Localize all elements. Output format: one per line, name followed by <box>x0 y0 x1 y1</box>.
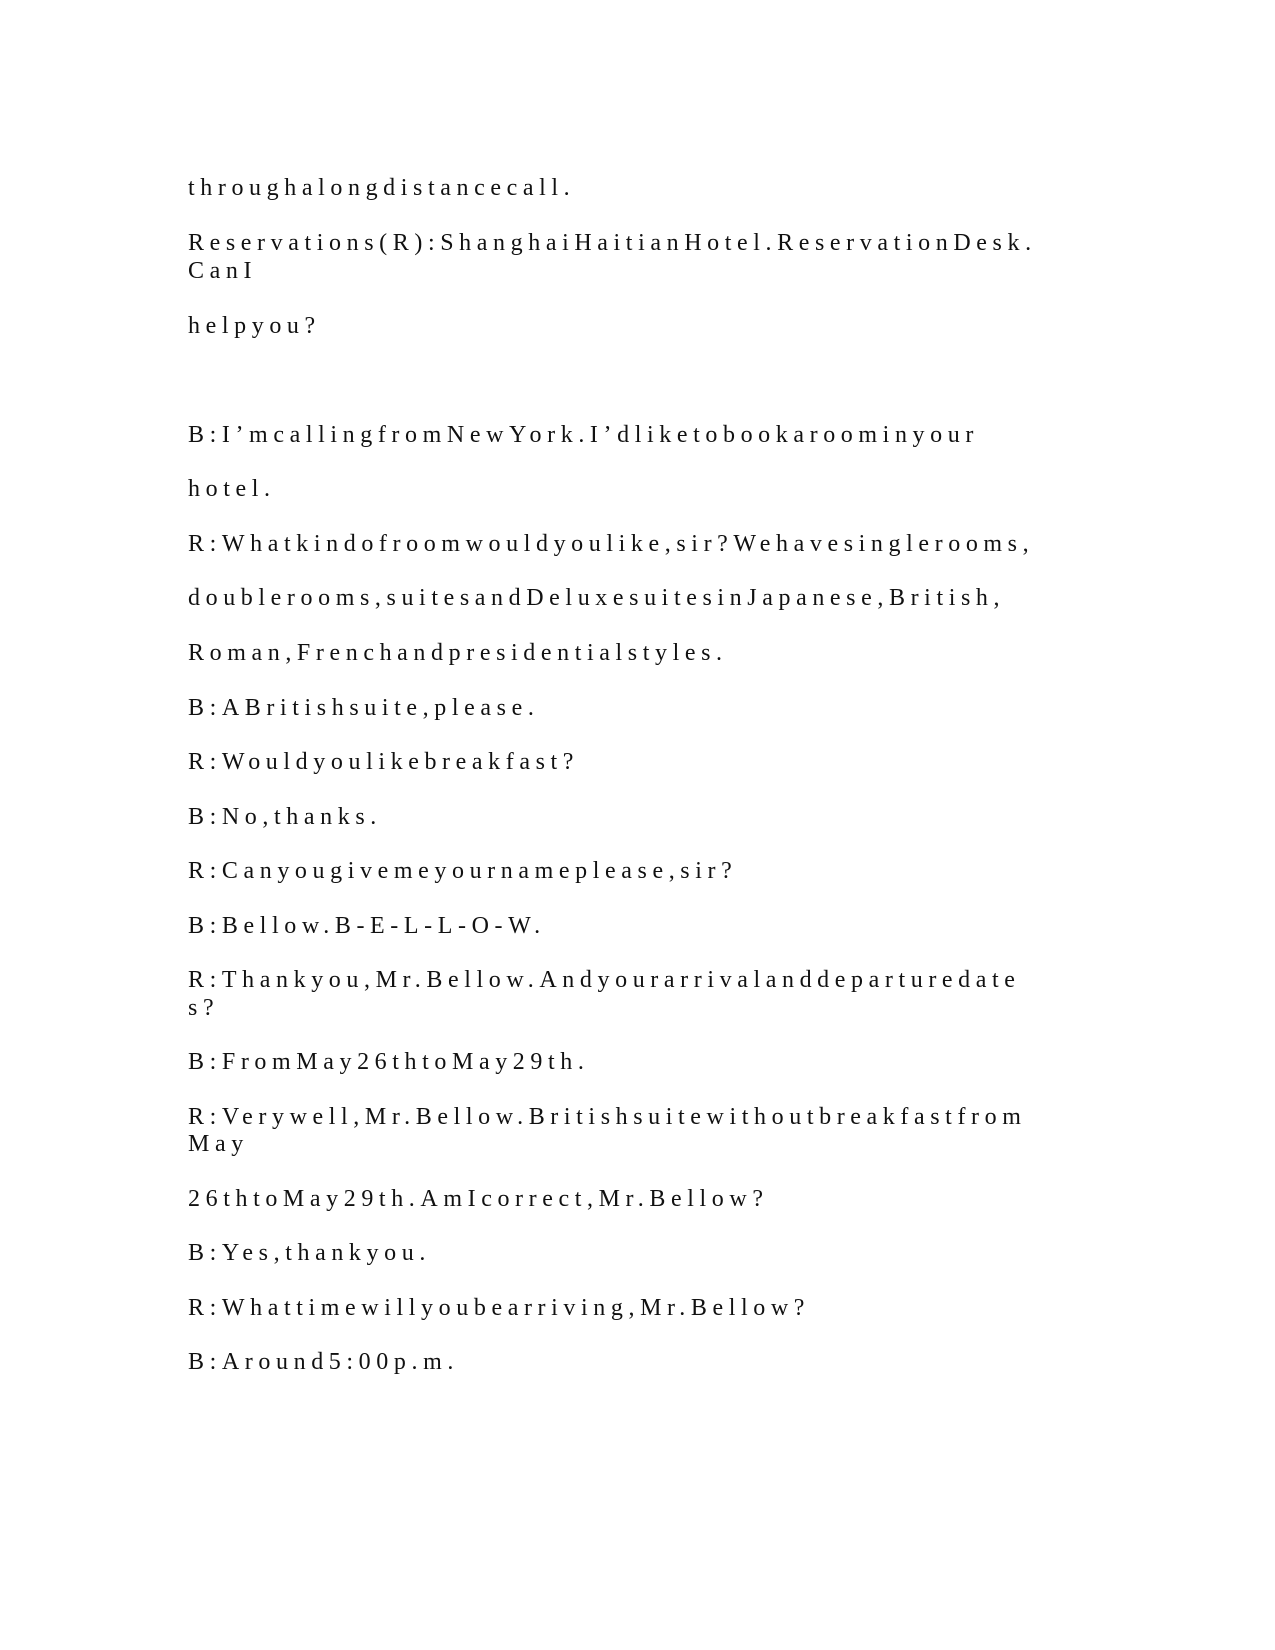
text-line: R:Whattimewillyoubearriving,Mr.Bellow? <box>188 1295 811 1321</box>
text-line: B:No,thanks. <box>188 804 382 830</box>
text-line: R:Whatkindofroomwouldyoulike,sir?Wehavesinglerooms, <box>188 531 1035 557</box>
text-line: B:Yes,thankyou. <box>188 1240 431 1266</box>
text-line: B:FromMay26thtoMay29th. <box>188 1049 590 1075</box>
text-line: B:ABritishsuite,please. <box>188 695 540 721</box>
text-line: hotel. <box>188 476 276 502</box>
text-line: B:Around5:00p.m. <box>188 1349 459 1375</box>
text-line: May <box>188 1131 249 1157</box>
text-line: R:Wouldyoulikebreakfast? <box>188 749 580 775</box>
text-line: R:Canyougivemeyournameplease,sir? <box>188 858 738 884</box>
text-line: Roman,Frenchandpresidentialstyles. <box>188 640 728 666</box>
text-line: Reservations(R):ShanghaiHaitianHotel.ReservationDesk. <box>188 230 1037 256</box>
text-line: CanI <box>188 258 258 284</box>
text-line: doublerooms,suitesandDeluxesuitesinJapanese,British, <box>188 585 1006 611</box>
text-line: R:Verywell,Mr.Bellow.Britishsuitewithoutbreakfastfrom <box>188 1104 1027 1130</box>
text-line: R:Thankyou,Mr.Bellow.Andyourarrivalanddeparturedate <box>188 967 1021 993</box>
text-line: B:I’mcallingfromNewYork.I’dliketobookaroominyour <box>188 422 979 448</box>
text-line: helpyou? <box>188 313 321 339</box>
text-line: s? <box>188 995 220 1021</box>
text-line: 26thtoMay29th.AmIcorrect,Mr.Bellow? <box>188 1186 769 1212</box>
text-line: B:Bellow.B-E-L-L-O-W. <box>188 913 546 939</box>
text-line: throughalongdistancecall. <box>188 175 576 201</box>
